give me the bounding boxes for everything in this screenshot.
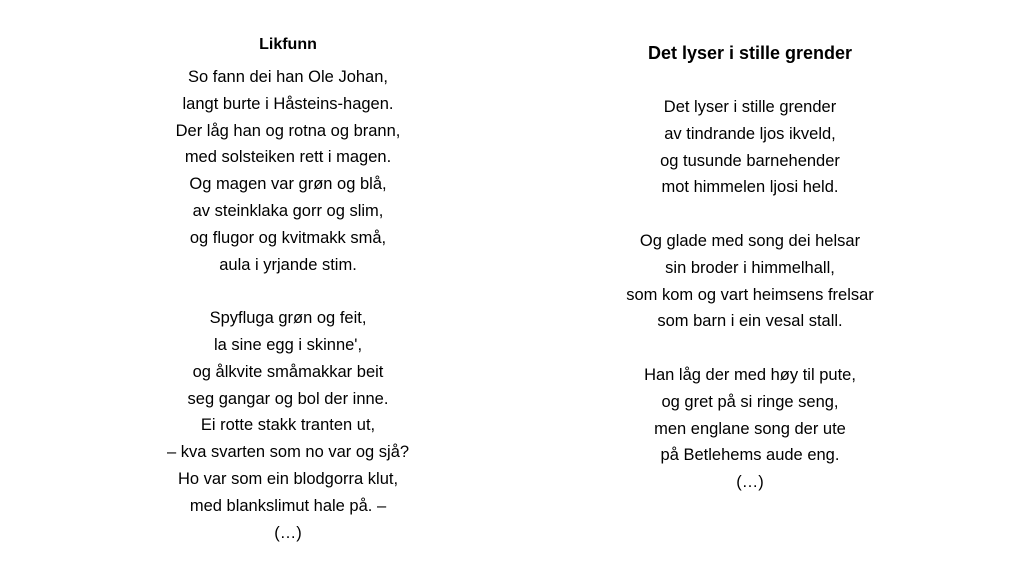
poem-likfunn xyxy=(138,34,438,546)
poem-line: So fann dei han Ole Johan, xyxy=(188,68,388,86)
stanza-break xyxy=(138,278,438,305)
poem-line: Ho var som ein blodgorra klut, xyxy=(177,469,399,488)
poem-line: Det lyser i stille grender xyxy=(663,98,837,116)
poem-line: sin broder i himmelhall, xyxy=(665,258,835,277)
stanza-1 xyxy=(138,64,438,278)
poem-line: Han låg der med høy til pute, xyxy=(644,365,856,384)
poem-line: og tusunde barnehender xyxy=(660,151,840,170)
poem-line: mot himmelen ljosi held. xyxy=(661,178,839,197)
poem-title: Likfunn xyxy=(259,36,317,53)
stanza-3 xyxy=(600,362,900,496)
poem-det-lyser xyxy=(600,40,900,496)
poem-line: langt burte i Håsteins-hagen. xyxy=(182,94,394,113)
poem-line: med blankslimut hale på. – xyxy=(189,496,387,515)
poem-line: av steinklaka gorr og slim, xyxy=(192,201,384,220)
stanza-1 xyxy=(600,94,900,201)
poem-line: Spyfluga grøn og feit, xyxy=(209,309,367,328)
poem-line: la sine egg i skinne', xyxy=(213,335,363,354)
poem-line: på Betlehems aude eng. xyxy=(660,446,840,465)
poem-line: og gret på si ringe seng, xyxy=(661,392,839,411)
stanza-2 xyxy=(600,228,900,335)
poem-title: Det lyser i stille grender xyxy=(647,43,853,63)
poem-line: – kva svarten som no var og sjå? xyxy=(166,443,410,462)
poem-line: av tindrande ljos ikveld, xyxy=(664,124,836,143)
poem-line: som barn i ein vesal stall. xyxy=(657,312,843,331)
poem-line: Ei rotte stakk tranten ut, xyxy=(200,416,376,435)
stanza-2 xyxy=(138,305,438,546)
poem-line: aula i yrjande stim. xyxy=(219,255,357,274)
poem-line: Der låg han og rotna og brann, xyxy=(175,121,401,140)
stanza-break xyxy=(600,201,900,228)
poem-line: Og glade med song dei helsar xyxy=(639,231,861,250)
stanza-break xyxy=(600,335,900,362)
poem-line: som kom og vart heimsens frelsar xyxy=(626,285,874,304)
poem-line: og ålkvite småmakkar beit xyxy=(192,362,384,381)
poem-line: Og magen var grøn og blå, xyxy=(189,175,387,194)
poem-ellipsis: (…) xyxy=(274,523,302,542)
poem-line: og flugor og kvitmakk små, xyxy=(189,228,387,247)
poem-line: men englane song der ute xyxy=(654,419,846,438)
poem-ellipsis: (…) xyxy=(736,473,764,492)
poem-line: med solsteiken rett i magen. xyxy=(184,148,392,167)
poem-line: seg gangar og bol der inne. xyxy=(187,389,389,408)
